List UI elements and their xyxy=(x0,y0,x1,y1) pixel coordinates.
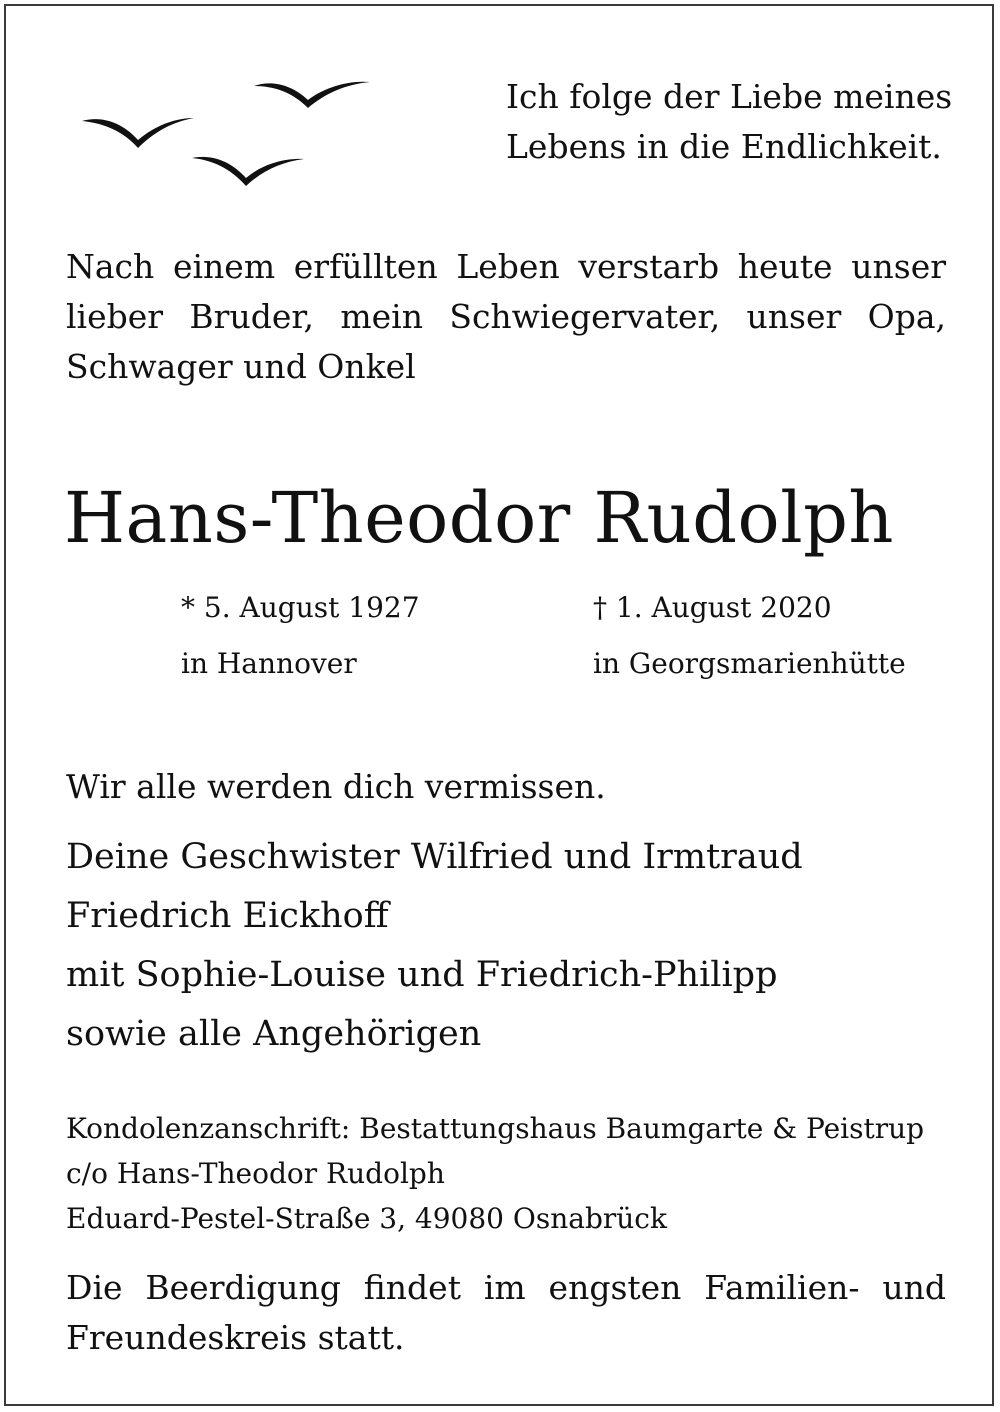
obituary-notice xyxy=(4,4,994,1406)
death-date: † 1. August 2020 xyxy=(593,591,832,624)
intro-text: Nach einem erfüllten Leben verstarb heute unser lieber Bruder, mein Schwiegervater, unser Opa, Schwager und Onkel xyxy=(66,247,946,386)
flying-birds-icon xyxy=(76,66,386,196)
birth-date: * 5. August 1927 xyxy=(181,591,420,624)
birth-info xyxy=(181,580,420,692)
address-line: Kondolenzanschrift: Bestattungshaus Baumgarte & Peistrup xyxy=(66,1112,925,1145)
condolence-address xyxy=(66,1106,946,1241)
bird-icon xyxy=(192,157,304,186)
motto-line: Ich folge der Liebe meines xyxy=(506,77,953,116)
bird-icon xyxy=(254,82,370,108)
family-signature xyxy=(66,828,803,1064)
birth-place: in Hannover xyxy=(181,647,357,680)
family-line: sowie alle Angehörigen xyxy=(66,1014,482,1054)
death-info xyxy=(593,580,906,692)
family-line: mit Sophie-Louise und Friedrich-Philipp xyxy=(66,955,778,995)
death-place: in Georgsmarienhütte xyxy=(593,647,906,680)
farewell-text: Wir alle werden dich vermissen. xyxy=(66,767,606,806)
family-line: Deine Geschwister Wilfried und Irmtraud xyxy=(66,837,803,877)
deceased-name: Hans-Theodor Rudolph xyxy=(64,477,894,559)
funeral-note: Die Beerdigung findet im engsten Familien- und Freundeskreis statt. xyxy=(66,1268,946,1357)
family-line: Friedrich Eickhoff xyxy=(66,896,389,936)
address-line: Eduard-Pestel-Straße 3, 49080 Osnabrück xyxy=(66,1202,667,1235)
address-line: c/o Hans-Theodor Rudolph xyxy=(66,1157,445,1190)
motto xyxy=(506,72,966,172)
bird-icon xyxy=(82,118,194,148)
motto-line: Lebens in die Endlichkeit. xyxy=(506,127,942,166)
